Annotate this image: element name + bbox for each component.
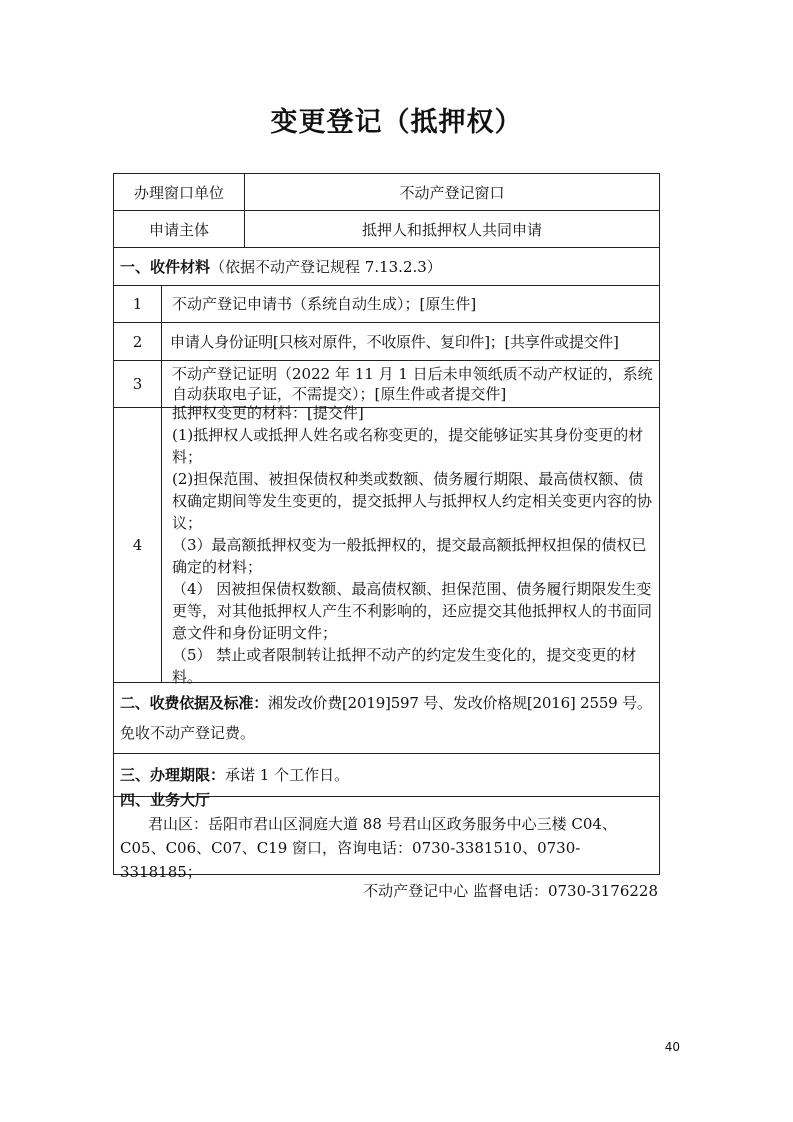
material-line: （5） 禁止或者限制转让抵押不动产的约定发生变化的，提交变更的材料。 — [172, 646, 637, 686]
material-line: 不动产登记证明（2022 年 11 月 1 日后未申领纸质不动产权证的，系统自动获取电子证，不需提交）；[原生件或者提交件] — [172, 365, 653, 403]
hall-heading: 四、业务大厅 — [120, 790, 211, 809]
row-materials-heading — [114, 248, 659, 286]
material-line: 抵押权变更的材料：[提交件] — [172, 404, 364, 422]
material-number: 1 — [114, 286, 162, 322]
row-applicant — [114, 211, 659, 248]
material-number: 3 — [114, 361, 162, 407]
material-text — [162, 323, 659, 360]
material-row-3 — [114, 361, 659, 408]
row-window-unit — [114, 174, 659, 211]
material-text — [162, 361, 659, 407]
row-hall — [114, 790, 659, 881]
period-text: 承诺 1 个工作日。 — [225, 766, 350, 784]
period-line — [114, 763, 353, 787]
fees-basis: 湘发改价费[2019]597 号、发改价格规[2016] 2559 号。 — [268, 694, 652, 712]
applicant-label: 申请主体 — [114, 211, 245, 247]
registration-table — [113, 173, 660, 881]
material-number: 4 — [114, 408, 162, 682]
materials-heading-note: （依据不动产登记规程 7.13.2.3） — [210, 257, 442, 276]
page-title: 变更登记（抵押权） — [270, 107, 523, 138]
material-line: (2)担保范围、被担保债权种类或数额、债务履行期限、最高债权额、债权确定期间等发生变更的，提交抵押人与抵押权人约定相关变更内容的协议； — [172, 470, 653, 532]
hall-text: 君山区：岳阳市君山区洞庭大道 88 号君山区政务服务中心三楼 C04、C05、C06、C07、C19 窗口，咨询电话：0730-3381510、0730-3318185； — [120, 814, 617, 881]
window-unit-label: 办理窗口单位 — [114, 174, 245, 210]
material-number: 2 — [114, 323, 162, 360]
material-line: 申请人身份证明[只核对原件，不收原件、复印件]；[共享件或提交件] — [170, 332, 619, 351]
material-line: （3）最高额抵押权变为一般抵押权的，提交最高额抵押权担保的债权已确定的材料； — [172, 536, 647, 576]
materials-heading — [114, 255, 446, 279]
page-number: 40 — [664, 1040, 680, 1054]
footer-contact: 不动产登记中心 监督电话：0730-3176228 — [363, 882, 658, 900]
material-line: （4） 因被担保债权数额、最高债权额、担保范围、债务履行期限发生变更等，对其他抵押权人产生不利影响的，还应提交其他抵押权人的书面同意文件和身份证明文件； — [172, 580, 653, 642]
fees-line — [114, 688, 659, 718]
material-row-2 — [114, 323, 659, 361]
materials-heading-title: 一、收件材料 — [120, 257, 211, 276]
period-heading: 三、办理期限： — [120, 766, 226, 784]
fees-note: 免收不动产登记费。 — [120, 724, 256, 742]
row-fees — [114, 683, 659, 754]
material-line: (1)抵押权人或抵押人姓名或名称变更的，提交能够证实其身份变更的材料； — [172, 426, 644, 466]
material-text — [162, 404, 659, 686]
window-unit-value: 不动产登记窗口 — [399, 183, 505, 202]
material-line: 不动产登记申请书（系统自动生成）；[原生件] — [172, 295, 477, 313]
material-row-4 — [114, 404, 659, 686]
applicant-value: 抵押人和抵押权人共同申请 — [361, 220, 542, 239]
fees-heading: 二、收费依据及标准： — [120, 694, 269, 712]
material-row-1 — [114, 286, 659, 323]
material-text — [162, 286, 659, 322]
